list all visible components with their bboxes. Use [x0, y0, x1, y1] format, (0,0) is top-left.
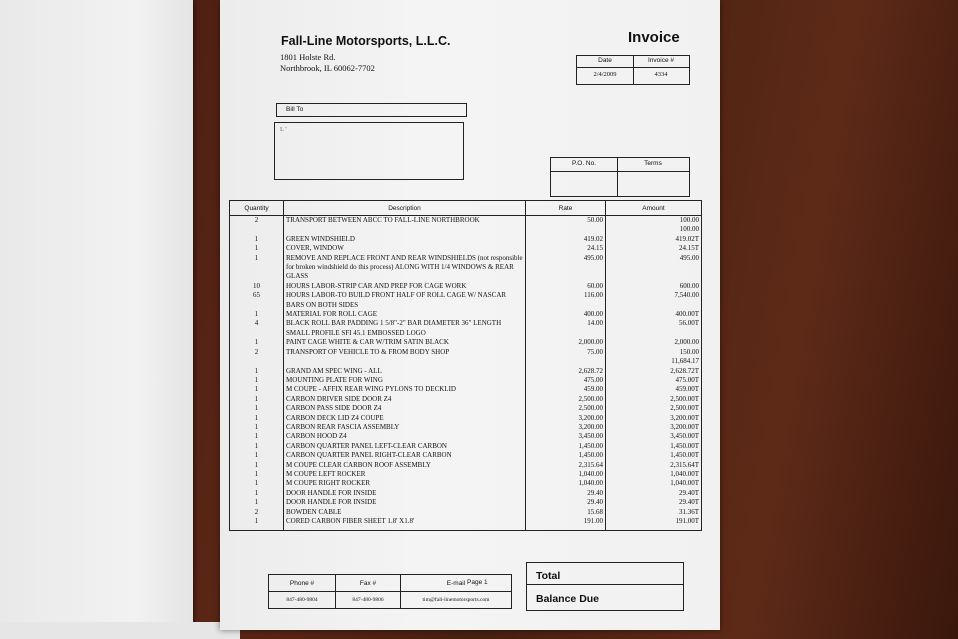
- description-cell: CARBON QUARTER PANEL RIGHT-CLEAR CARBON: [284, 451, 526, 460]
- table-row: [230, 479, 702, 488]
- amount-cell: 11,684.17: [606, 357, 702, 366]
- amount-cell: 7,540.00: [606, 291, 702, 310]
- spacer-cell: [284, 526, 526, 531]
- rate-cell: 400.00: [526, 310, 606, 319]
- meta-header-line: [577, 67, 689, 68]
- table-row: [230, 254, 702, 282]
- quantity-cell: 1: [230, 470, 284, 479]
- amount-cell: 2,315.64T: [606, 461, 702, 470]
- table-row: [230, 348, 702, 357]
- po-terms-box: [550, 157, 690, 197]
- description-cell: DOOR HANDLE FOR INSIDE: [284, 498, 526, 507]
- description-cell: M COUPE RIGHT ROCKER: [284, 479, 526, 488]
- amount-cell: 3,200.00T: [606, 414, 702, 423]
- header-rate: Rate: [526, 201, 606, 216]
- table-row: [230, 216, 702, 226]
- quantity-cell: 1: [230, 498, 284, 507]
- description-cell: BOWDEN CABLE: [284, 508, 526, 517]
- quantity-cell: 1: [230, 367, 284, 376]
- fax-label: Fax #: [336, 575, 401, 592]
- table-spacer-row: [230, 526, 702, 531]
- table-row: [230, 508, 702, 517]
- rate-cell: 419.02: [526, 235, 606, 244]
- description-cell: CORED CARBON FIBER SHEET 1.8' X1.8': [284, 517, 526, 526]
- rate-cell: 29.40: [526, 498, 606, 507]
- description-cell: MOUNTING PLATE FOR WING: [284, 376, 526, 385]
- date-label: Date: [598, 57, 612, 64]
- bill-to-label: Bill To: [286, 106, 304, 113]
- totals-box: [526, 562, 684, 611]
- table-row: [230, 498, 702, 507]
- rate-cell: 3,200.00: [526, 414, 606, 423]
- rate-cell: 495.00: [526, 254, 606, 282]
- po-label: P.O. No.: [571, 160, 597, 167]
- quantity-cell: 1: [230, 451, 284, 460]
- rate-cell: 191.00: [526, 517, 606, 526]
- quantity-cell: 1: [230, 395, 284, 404]
- quantity-cell: 1: [230, 310, 284, 319]
- description-cell: GRAND AM SPEC WING - ALL: [284, 367, 526, 376]
- quantity-cell: [230, 357, 284, 366]
- rate-cell: 1,040.00: [526, 470, 606, 479]
- description-cell: DOOR HANDLE FOR INSIDE: [284, 489, 526, 498]
- invoice-number: 4334: [654, 71, 668, 78]
- table-row: [230, 517, 702, 526]
- quantity-cell: 1: [230, 338, 284, 347]
- totals-divider: [527, 584, 683, 585]
- terms-label: Terms: [644, 160, 662, 167]
- amount-cell: 1,040.00T: [606, 479, 702, 488]
- description-cell: CARBON REAR FASCIA ASSEMBLY: [284, 423, 526, 432]
- quantity-cell: 1: [230, 244, 284, 253]
- amount-cell: 100.00: [606, 216, 702, 226]
- fax-value: 847-480-9806: [336, 592, 401, 609]
- quantity-cell: 2: [230, 348, 284, 357]
- table-row: [230, 376, 702, 385]
- rate-cell: 50.00: [526, 216, 606, 226]
- amount-cell: 2,000.00: [606, 338, 702, 347]
- description-cell: TRANSPORT OF VEHICLE TO & FROM BODY SHOP: [284, 348, 526, 357]
- table-row: [230, 338, 702, 347]
- amount-cell: 1,450.00T: [606, 442, 702, 451]
- spacer-cell: [606, 526, 702, 531]
- description-cell: REMOVE AND REPLACE FRONT AND REAR WINDSHIELDS (not responsible for broken windshield do this process) ALONG WITH 1/4 WINDOWS & REAR GLASS: [284, 254, 526, 282]
- table-row: [230, 310, 702, 319]
- amount-cell: 495.00: [606, 254, 702, 282]
- line-items-table: [229, 200, 702, 531]
- table-row: [230, 319, 702, 338]
- quantity-cell: 1: [230, 376, 284, 385]
- table-row: [230, 432, 702, 441]
- bill-to-value: L ': [280, 126, 287, 133]
- amount-cell: 459.00T: [606, 385, 702, 394]
- rate-cell: 3,200.00: [526, 423, 606, 432]
- description-cell: CARBON DECK LID Z4 COUPE: [284, 414, 526, 423]
- rate-cell: 2,500.00: [526, 395, 606, 404]
- rate-cell: 459.00: [526, 385, 606, 394]
- rate-cell: 24.15: [526, 244, 606, 253]
- background-paper-sheet: [0, 0, 193, 639]
- spacer-cell: [526, 526, 606, 531]
- quantity-cell: 65: [230, 291, 284, 310]
- rate-cell: [526, 357, 606, 366]
- company-name: Fall-Line Motorsports, L.L.C.: [281, 34, 451, 48]
- header-description: Description: [284, 201, 526, 216]
- table-row: [230, 367, 702, 376]
- table-row: [230, 225, 702, 234]
- rate-cell: 475.00: [526, 376, 606, 385]
- header-quantity: Quantity: [230, 201, 284, 216]
- description-cell: M COUPE CLEAR CARBON ROOF ASSEMBLY: [284, 461, 526, 470]
- table-row: [230, 282, 702, 291]
- table-row: [230, 404, 702, 413]
- rate-cell: 75.00: [526, 348, 606, 357]
- amount-cell: 2,628.72T: [606, 367, 702, 376]
- description-cell: HOURS LABOR-TO BUILD FRONT HALF OF ROLL CAGE W/ NASCAR BARS ON BOTH SIDES: [284, 291, 526, 310]
- quantity-cell: 1: [230, 442, 284, 451]
- rate-cell: 14.00: [526, 319, 606, 338]
- table-row: [230, 423, 702, 432]
- rate-cell: [526, 225, 606, 234]
- table-row: [230, 489, 702, 498]
- description-cell: PAINT CAGE WHITE & CAR W/TRIM SATIN BLACK: [284, 338, 526, 347]
- rate-cell: 15.68: [526, 508, 606, 517]
- rate-cell: 2,000.00: [526, 338, 606, 347]
- balance-due-label: Balance Due: [536, 593, 600, 605]
- amount-cell: 1,040.00T: [606, 470, 702, 479]
- rate-cell: 1,450.00: [526, 442, 606, 451]
- description-cell: M COUPE - AFFIX REAR WING PYLONS TO DECKLID: [284, 385, 526, 394]
- amount-cell: 2,500.00T: [606, 404, 702, 413]
- amount-cell: 29.40T: [606, 489, 702, 498]
- contact-footer: [268, 574, 512, 609]
- email-label-cell: [401, 575, 512, 592]
- table-row: [230, 291, 702, 310]
- quantity-cell: 1: [230, 235, 284, 244]
- quantity-cell: 1: [230, 461, 284, 470]
- spacer-cell: [230, 526, 284, 531]
- phone-label: Phone #: [269, 575, 336, 592]
- description-cell: COVER, WINDOW: [284, 244, 526, 253]
- table-row: [230, 357, 702, 366]
- description-cell: HOURS LABOR-STRIP CAR AND PREP FOR CAGE WORK: [284, 282, 526, 291]
- description-cell: CARBON HOOD Z4: [284, 432, 526, 441]
- amount-cell: 24.15T: [606, 244, 702, 253]
- rate-cell: 3,450.00: [526, 432, 606, 441]
- quantity-cell: 1: [230, 517, 284, 526]
- quantity-cell: 2: [230, 508, 284, 517]
- amount-cell: 419.02T: [606, 235, 702, 244]
- email-label: E-mail: [446, 579, 466, 587]
- invoice-document: [220, 0, 720, 630]
- company-address-line1: 1801 Holste Rd.: [280, 52, 336, 62]
- amount-cell: 56.00T: [606, 319, 702, 338]
- quantity-cell: 2: [230, 216, 284, 226]
- background-paper-edge: [0, 622, 240, 639]
- rate-cell: 29.40: [526, 489, 606, 498]
- bill-to-box: [274, 122, 464, 180]
- table-row: [230, 451, 702, 460]
- quantity-cell: [230, 225, 284, 234]
- rate-cell: 1,040.00: [526, 479, 606, 488]
- description-cell: CARBON PASS SIDE DOOR Z4: [284, 404, 526, 413]
- quantity-cell: 1: [230, 414, 284, 423]
- po-header-line: [551, 171, 689, 172]
- description-cell: [284, 225, 526, 234]
- rate-cell: 2,315.64: [526, 461, 606, 470]
- table-row: [230, 414, 702, 423]
- amount-cell: 191.00T: [606, 517, 702, 526]
- quantity-cell: 10: [230, 282, 284, 291]
- description-cell: TRANSPORT BETWEEN ABCC TO FALL-LINE NORTHBROOK: [284, 216, 526, 226]
- quantity-cell: 1: [230, 404, 284, 413]
- email-value: tim@fall-linemotorsports.com: [401, 592, 512, 609]
- description-cell: GREEN WINDSHIELD: [284, 235, 526, 244]
- amount-cell: 3,200.00T: [606, 423, 702, 432]
- po-divider: [617, 158, 618, 196]
- table-row: [230, 395, 702, 404]
- invoice-title: Invoice: [628, 29, 680, 46]
- quantity-cell: 1: [230, 489, 284, 498]
- invoice-number-label: Invoice #: [647, 57, 675, 64]
- quantity-cell: 1: [230, 385, 284, 394]
- quantity-cell: 4: [230, 319, 284, 338]
- amount-cell: 400.00T: [606, 310, 702, 319]
- amount-cell: 600.00: [606, 282, 702, 291]
- amount-cell: 3,450.00T: [606, 432, 702, 441]
- table-row: [230, 470, 702, 479]
- table-row: [230, 244, 702, 253]
- invoice-date: 2/4/2009: [593, 71, 617, 78]
- description-cell: BLACK ROLL BAR PADDING 1 5/8"-2" BAR DIAMETER 36" LENGTH SMALL PROFILE SFI 45.1 EMBOSSED LOGO: [284, 319, 526, 338]
- quantity-cell: 1: [230, 254, 284, 282]
- amount-cell: 475.00T: [606, 376, 702, 385]
- quantity-cell: 1: [230, 423, 284, 432]
- description-cell: CARBON DRIVER SIDE DOOR Z4: [284, 395, 526, 404]
- amount-cell: 1,450.00T: [606, 451, 702, 460]
- invoice-meta-box: [576, 55, 690, 85]
- amount-cell: 31.36T: [606, 508, 702, 517]
- table-row: [230, 235, 702, 244]
- rate-cell: 2,500.00: [526, 404, 606, 413]
- header-amount: Amount: [606, 201, 702, 216]
- table-row: [230, 442, 702, 451]
- description-cell: CARBON QUARTER PANEL LEFT-CLEAR CARBON: [284, 442, 526, 451]
- rate-cell: 116.00: [526, 291, 606, 310]
- bill-to-header: [276, 103, 467, 117]
- phone-value: 847-480-9804: [269, 592, 336, 609]
- table-header-row: [230, 201, 702, 216]
- description-cell: M COUPE LEFT ROCKER: [284, 470, 526, 479]
- quantity-cell: 1: [230, 479, 284, 488]
- quantity-cell: 1: [230, 432, 284, 441]
- table-row: [230, 385, 702, 394]
- amount-cell: 2,500.00T: [606, 395, 702, 404]
- company-address-line2: Northbrook, IL 60062-7702: [280, 63, 375, 73]
- amount-cell: 29.40T: [606, 498, 702, 507]
- description-cell: [284, 357, 526, 366]
- meta-divider: [633, 56, 634, 84]
- amount-cell: 100.00: [606, 225, 702, 234]
- rate-cell: 1,450.00: [526, 451, 606, 460]
- page-number: Page 1: [467, 579, 488, 586]
- rate-cell: 2,628.72: [526, 367, 606, 376]
- total-label: Total: [536, 570, 561, 582]
- description-cell: MATERIAL FOR ROLL CAGE: [284, 310, 526, 319]
- table-row: [230, 461, 702, 470]
- rate-cell: 60.00: [526, 282, 606, 291]
- amount-cell: 150.00: [606, 348, 702, 357]
